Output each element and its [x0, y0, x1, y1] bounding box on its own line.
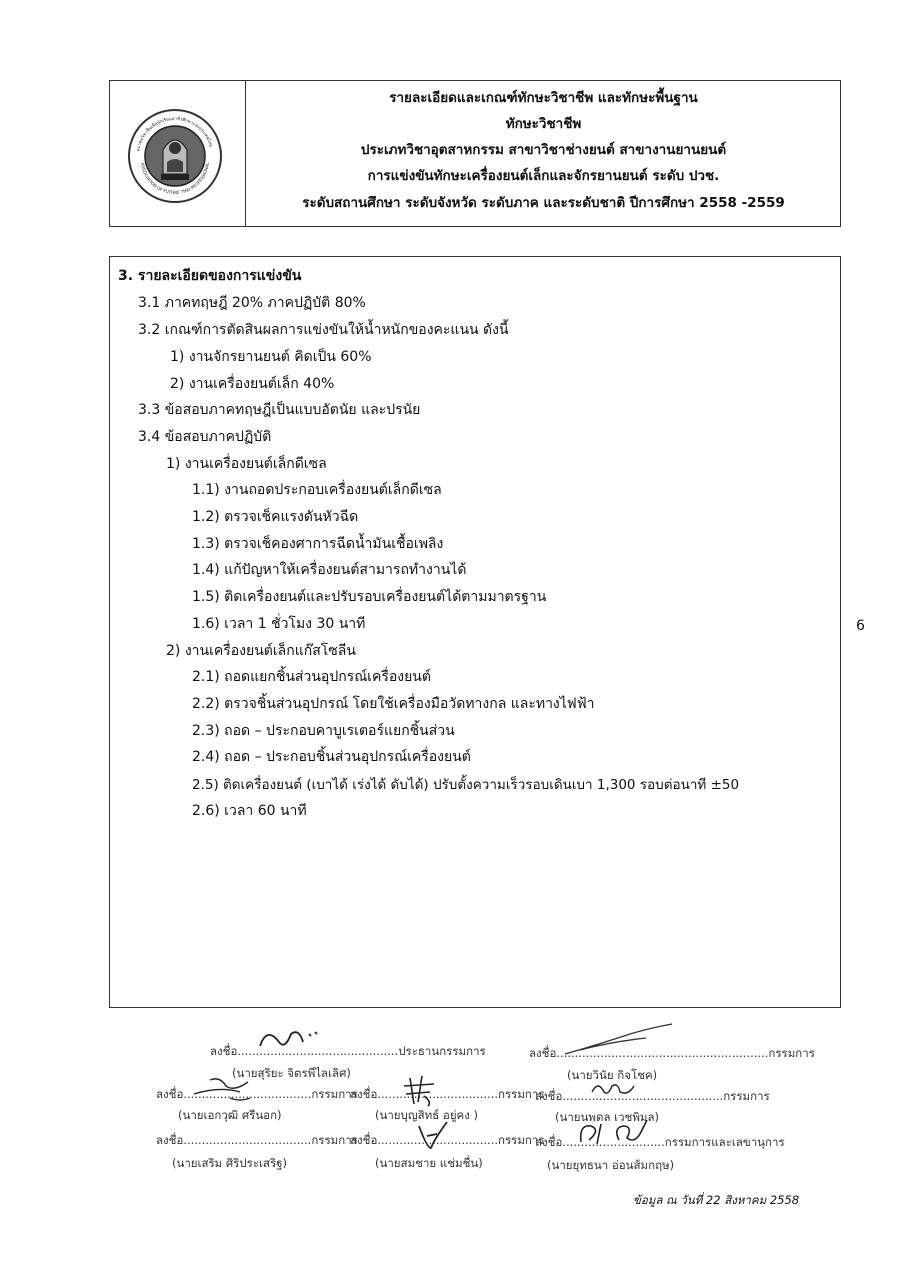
association-logo — [127, 108, 223, 204]
sig-3-left-line: ลงชื่อ...................................กรรมการ — [156, 1133, 358, 1147]
header-box — [109, 80, 841, 227]
role-secretary: กรรมการและเลขานุการ — [664, 1135, 785, 1149]
role-committee: กรรมการ — [723, 1089, 770, 1103]
signature-scrawl-5 — [588, 1078, 638, 1100]
logo-cell — [110, 81, 246, 226]
page-number: 6 — [856, 618, 865, 634]
sig-1-right-line: ลงชื่อ..........................................................กรรมการ — [529, 1046, 815, 1060]
item-2-5: 2.5) ติดเครื่องยนต์ (เบาได้ เร่งได้ ดับได้) ปรับตั้งความเร็วรอบเดินเบา 1,300 รอบต่อนาที ±50 — [192, 777, 740, 793]
sig-1-left-line: ลงชื่อ............................................ประธานกรรมการ — [210, 1044, 486, 1058]
signature-scrawl-6 — [413, 1118, 453, 1154]
item-2-2: 2.2) ตรวจชิ้นส่วนอุปกรณ์ โดยใช้เครื่องมือวัดทางกล และทางไฟฟ้า — [192, 696, 595, 712]
item-3-2: 3.2 เกณฑ์การตัดสินผลการแข่งขันให้น้ำหนักของคะแนน ดังนี้ — [138, 322, 509, 338]
signature-scrawl-4 — [400, 1072, 440, 1108]
role-president: ประธานกรรมการ — [398, 1044, 486, 1058]
role-committee: กรรมการ — [498, 1087, 545, 1101]
role-committee: กรรมการ — [768, 1046, 815, 1060]
sig-2-mid-line: ลงชื่อ.................................กรรมการ — [350, 1087, 545, 1101]
item-3-1: 3.1 ภาคทฤษฎี 20% ภาคปฏิบัติ 80% — [138, 295, 366, 311]
item-3-4: 3.4 ข้อสอบภาคปฏิบัติ — [138, 429, 272, 445]
sign-prefix: ลงชื่อ — [156, 1087, 184, 1101]
item-3-2-2: 2) งานเครื่องยนต์เล็ก 40% — [170, 376, 335, 392]
item-1-6: 1.6) เวลา 1 ชั่วโมง 30 นาที — [192, 616, 366, 632]
item-gasoline: 2) งานเครื่องยนต์เล็กแก๊สโซลีน — [166, 643, 356, 659]
item-1-3: 1.3) ตรวจเช็คองศาการฉีดน้ำมันเชื้อเพลิง — [192, 536, 444, 552]
signature-scrawl-2 — [560, 1020, 680, 1060]
content-box — [109, 256, 841, 1008]
sign-prefix: ลงชื่อ — [156, 1133, 184, 1147]
role-committee: กรรมการ — [498, 1133, 545, 1147]
role-committee: กรรมการ — [311, 1087, 358, 1101]
name-noppadol: (นายนพดล เวชพิมล) — [555, 1110, 660, 1124]
header-line-4: การแข่งขันทักษะเครื่องยนต์เล็กและจักรยานยนต์ ระดับ ปวช. — [367, 168, 720, 184]
item-3-2-1: 1) งานจักรยานยนต์ คิดเป็น 60% — [170, 349, 372, 365]
name-suriya: (นายสุริยะ จิตรพีไลเลิศ) — [232, 1066, 351, 1080]
header-line-1: รายละเอียดและเกณฑ์ทักษะวิชาชีพ และทักษะพื้นฐาน — [389, 90, 698, 106]
name-yuttana: (นายยุทธนา อ่อนส้มกฤษ) — [547, 1158, 675, 1172]
sign-prefix: ลงชื่อ — [210, 1044, 238, 1058]
name-boonsit: (นายบุญสิทธ์ อยู่คง ) — [375, 1108, 479, 1122]
sig-3-right-line: ลงชื่อ............................กรรมการและเลขานุการ — [535, 1135, 785, 1149]
item-3-3: 3.3 ข้อสอบภาคทฤษฎีเป็นแบบอัตนัย และปรนัย — [138, 402, 421, 418]
logo-text-top: สมาคมวิชาชีพเพื่อนักเรียนอาชีวศึกษาแห่งประเทศไทย — [136, 116, 213, 152]
item-2-4: 2.4) ถอด – ประกอบชิ้นส่วนอุปกรณ์เครื่องยนต์ — [192, 749, 471, 765]
item-2-1: 2.1) ถอดแยกชิ้นส่วนอุปกรณ์เครื่องยนต์ — [192, 669, 431, 685]
role-committee: กรรมการ — [311, 1133, 358, 1147]
item-1-1: 1.1) งานถอดประกอบเครื่องยนต์เล็กดีเซล — [192, 482, 442, 498]
signature-scrawl-3 — [190, 1072, 270, 1102]
header-line-2: ทักษะวิชาชีพ — [505, 116, 582, 132]
name-winai: (นายวินัย กิจโชค) — [567, 1068, 658, 1082]
sign-prefix: ลงชื่อ — [350, 1133, 378, 1147]
logo-text-bottom: ASSOCIATION OF FUTURE THAI PROFESSIONAL — [139, 162, 211, 197]
sig-3-mid-line: ลงชื่อ.................................กรรมการ — [350, 1133, 545, 1147]
sig-2-right-line: ลงชื่อ............................................กรรมการ — [535, 1089, 770, 1103]
item-1-4: 1.4) แก้ปัญหาให้เครื่องยนต์สามารถทำงานได้ — [192, 562, 467, 578]
sign-prefix: ลงชื่อ — [529, 1046, 557, 1060]
sig-2-left-line: ลงชื่อ...................................กรรมการ — [156, 1087, 358, 1101]
name-serm: (นายเสริม ศิริประเสริฐ) — [172, 1156, 287, 1170]
item-1-5: 1.5) ติดเครื่องยนต์และปรับรอบเครื่องยนต์ได้ตามมาตรฐาน — [192, 589, 547, 605]
sign-prefix: ลงชื่อ — [535, 1089, 563, 1103]
sign-prefix: ลงชื่อ — [535, 1135, 563, 1149]
item-1-2: 1.2) ตรวจเช็คแรงดันหัวฉีด — [192, 509, 359, 525]
sign-prefix: ลงชื่อ — [350, 1087, 378, 1101]
name-somchai: (นายสมชาย แช่มชื่น) — [375, 1156, 483, 1170]
section-title: 3. รายละเอียดของการแข่งขัน — [118, 268, 302, 284]
header-line-3: ประเภทวิชาอุตสาหกรรม สาขาวิชาช่างยนต์ สาขางานยานยนต์ — [360, 142, 727, 158]
item-2-6: 2.6) เวลา 60 นาที — [192, 803, 307, 819]
footer-note: ข้อมูล ณ วันที่ 22 สิงหาคม 2558 — [633, 1193, 800, 1207]
header-line-5: ระดับสถานศึกษา ระดับจังหวัด ระดับภาค และระดับชาติ ปีการศึกษา 2558 -2559 — [302, 195, 785, 211]
item-2-3: 2.3) ถอด – ประกอบคาบูเรเตอร์แยกชิ้นส่วน — [192, 723, 455, 739]
signature-scrawl-1 — [255, 1024, 325, 1054]
item-diesel: 1) งานเครื่องยนต์เล็กดีเซล — [166, 456, 327, 472]
name-ekawut: (นายเอกวุฒิ ศรีนอก) — [178, 1108, 282, 1122]
signature-scrawl-7 — [575, 1118, 665, 1148]
